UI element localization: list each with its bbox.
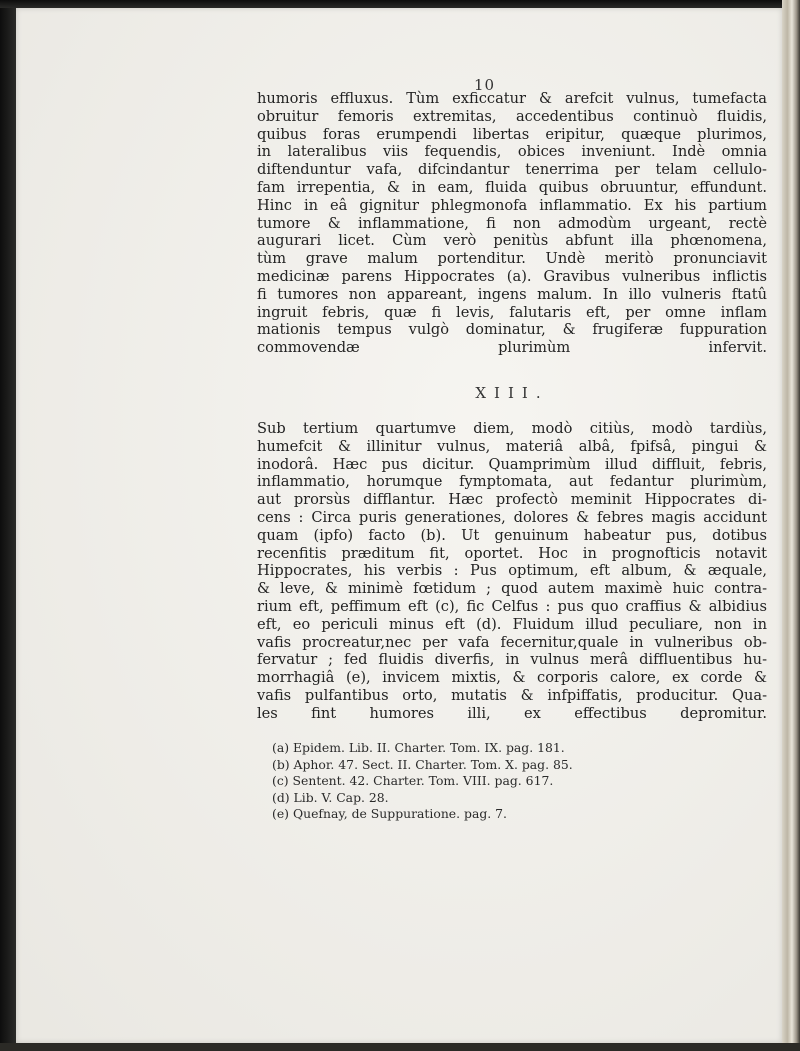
text-line: ingruit febris, quæ fi levis, falutaris eft, per omne inflam xyxy=(257,303,767,321)
text-line: inflammatio, horumque fymptomata, aut fedantur plurimùm, xyxy=(257,473,767,491)
text-line: fam irrepentia, & in eam, fluida quibus obruuntur, effundunt. xyxy=(257,178,767,196)
scan-bottom-border xyxy=(0,1043,800,1051)
text-line: mationis tempus vulgò dominatur, & frugiferæ fuppuration xyxy=(257,321,767,339)
text-line: fervatur ; fed fluidis diverfis, in vulnus merâ diffluentibus hu- xyxy=(257,651,767,669)
text-line: quam (ipfo) facto (b). Ut genuinum habeatur pus, dotibus xyxy=(257,526,767,544)
footnote: (e) Quefnay, de Suppuratione. pag. 7. xyxy=(272,806,507,822)
text-line: in lateralibus viis fequendis, obices inveniunt. Indè omnia xyxy=(257,143,767,161)
text-line: rium eft, peffimum eft (c), fic Celfus : pus quo craffius & albidius xyxy=(257,597,767,615)
page-number: 10 xyxy=(474,76,496,94)
text-line: Hippocrates, his verbis : Pus optimum, eft album, & æquale, xyxy=(257,562,767,580)
text-line: cens : Circa puris generationes, dolores & febres magis accidunt xyxy=(257,508,767,526)
text-line: inodorâ. Hæc pus dicitur. Quamprimùm illud diffluit, febris, xyxy=(257,455,767,473)
section-heading: XIII. xyxy=(475,384,549,402)
text-line: morrhagiâ (e), invicem mixtis, & corporis calore, ex corde & xyxy=(257,669,767,687)
text-line: recenfitis præditum fit, oportet. Hoc in prognofticis notavit xyxy=(257,544,767,562)
text-line: Sub tertium quartumve diem, modò citiùs, modò tardiùs, xyxy=(257,420,767,437)
text-line: eft, eo periculi minus eft (d). Fluidum illud peculiare, non in xyxy=(257,615,767,633)
footnotes xyxy=(272,740,742,823)
footnote: (a) Epidem. Lib. II. Charter. Tom. IX. pag. 181. xyxy=(272,740,565,755)
text-line: tùm grave malum portenditur. Undè meritò pronunciavit xyxy=(257,250,767,268)
scan-top-border xyxy=(0,0,800,8)
paragraph-1 xyxy=(257,90,767,357)
text-line: tumore & inflammatione, fi non admodùm urgeant, rectè xyxy=(257,214,767,232)
text-line: & leve, & minimè fœtidum ; quod autem maximè huic contra- xyxy=(257,580,767,598)
paragraph-2 xyxy=(257,420,767,723)
text-line: vafis pulfantibus orto, mutatis & infpiffatis, producitur. Qua- xyxy=(257,686,767,704)
footnote: (b) Aphor. 47. Sect. II. Charter. Tom. X. pag. 85. xyxy=(272,756,573,772)
footnote: (d) Lib. V. Cap. 28. xyxy=(272,789,389,805)
text-line: fi tumores non appareant, ingens malum. In illo vulneris ftatû xyxy=(257,285,767,303)
text-line: vafis procreatur,nec per vafa fecernitur,quale in vulneribus ob- xyxy=(257,633,767,651)
text-line: diftenduntur vafa, difcindantur tenerrima per telam cellulo- xyxy=(257,161,767,179)
text-line: humoris effluxus. Tùm exficcatur & arefcit vulnus, tumefacta xyxy=(257,90,767,107)
text-line: les fint humores illi, ex effectibus depromitur. xyxy=(257,704,767,722)
text-line: aut prorsùs difflantur. Hæc profectò meminit Hippocrates di- xyxy=(257,491,767,509)
text-line: commovendæ plurimùm infervit. xyxy=(257,339,767,357)
text-line: Hinc in eâ gignitur phlegmonofa inflammatio. Ex his partium xyxy=(257,196,767,214)
text-line: augurari licet. Cùm verò penitùs abfunt illa phœnomena, xyxy=(257,232,767,250)
text-line: quibus foras erumpendi libertas eripitur, quæque plurimos, xyxy=(257,125,767,143)
text-line: humefcit & illinitur vulnus, materiâ albâ, fpifsâ, pingui & xyxy=(257,437,767,455)
text-line: medicinæ parens Hippocrates (a). Gravibus vulneribus inflictis xyxy=(257,267,767,285)
text-line: obruitur femoris extremitas, accedentibus continuò fluidis, xyxy=(257,107,767,125)
page-stack-edge xyxy=(782,0,800,1051)
footnote: (c) Sentent. 42. Charter. Tom. VIII. pag. 617. xyxy=(272,773,554,789)
scan-left-border xyxy=(0,0,16,1051)
